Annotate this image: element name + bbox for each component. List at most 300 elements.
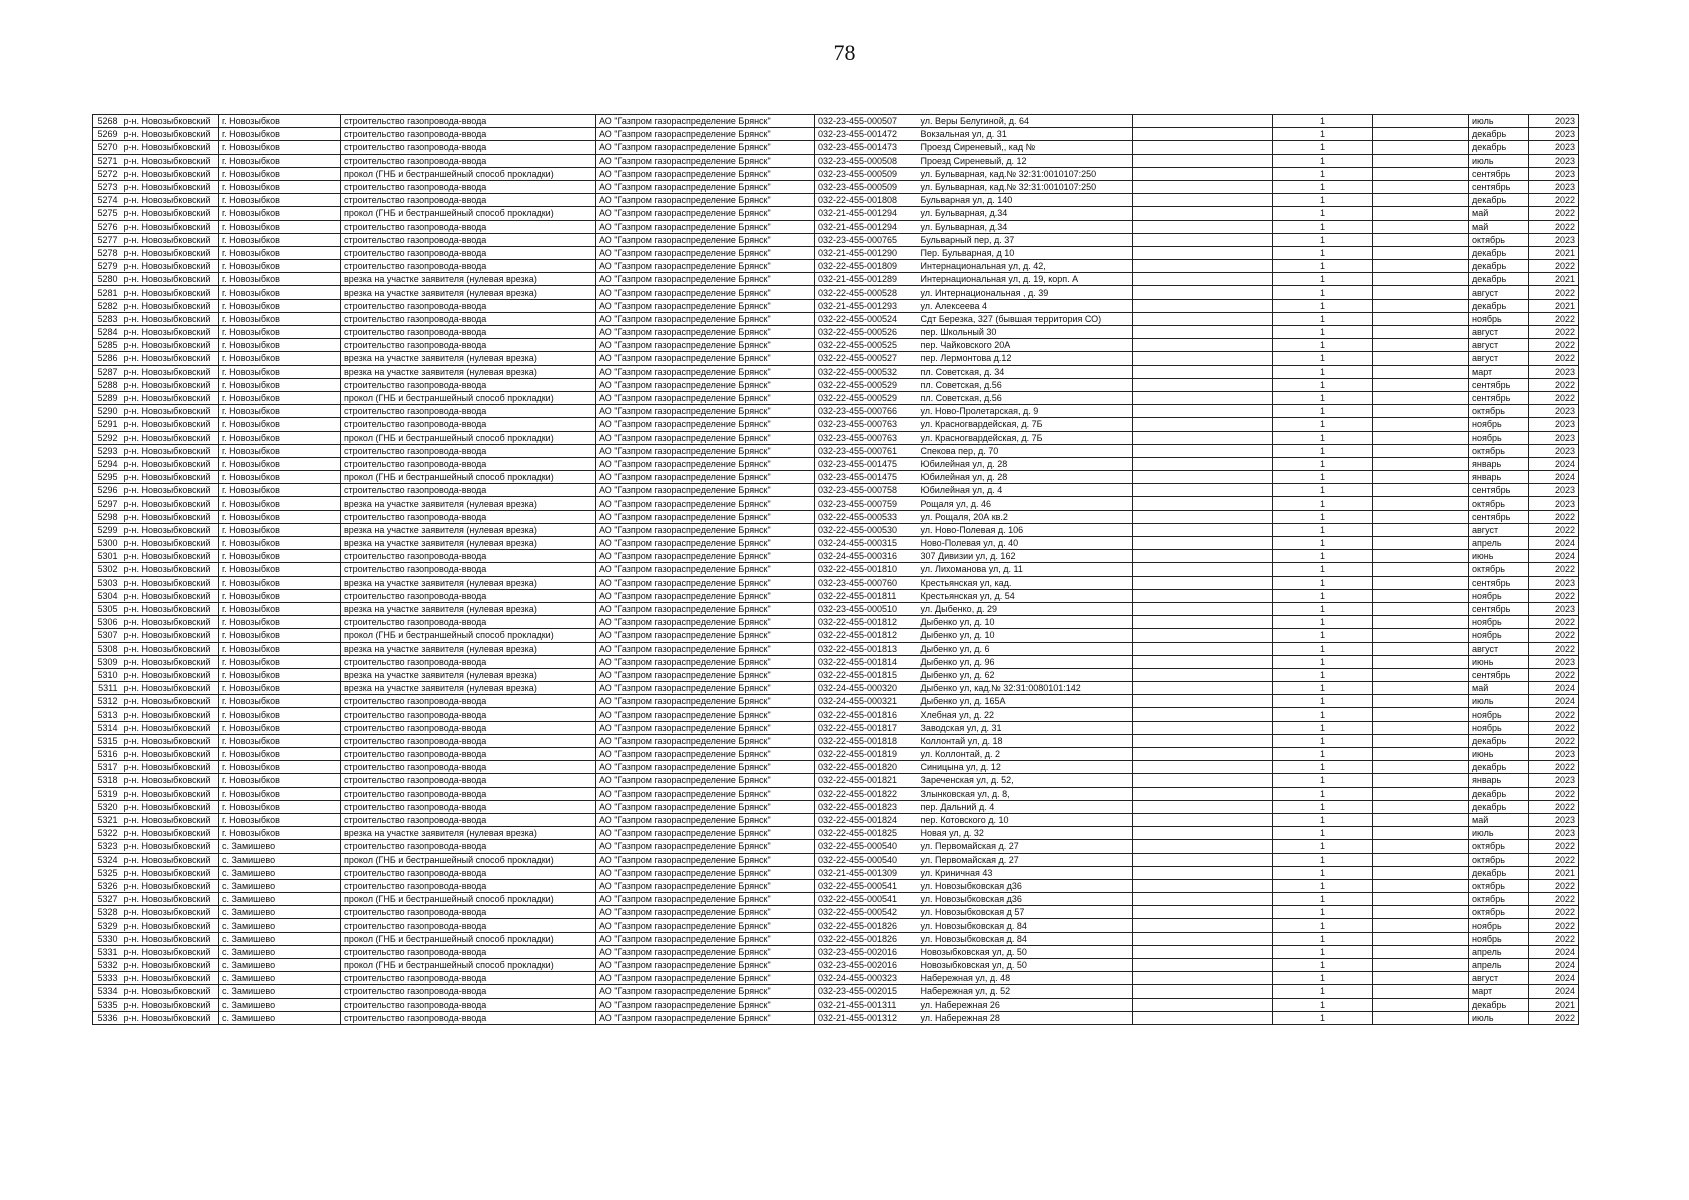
quantity-cell: 1	[1273, 840, 1373, 853]
schedule-row	[1133, 748, 1579, 761]
empty-cell	[1133, 655, 1273, 668]
year-cell: 2022	[1529, 761, 1579, 774]
address-cell: Бульварный пер, д. 37	[918, 233, 1140, 246]
table-row	[93, 471, 1140, 484]
month-cell: август	[1469, 642, 1529, 655]
empty-cell	[1133, 998, 1273, 1011]
month-cell: ноябрь	[1469, 708, 1529, 721]
row-number: 5312	[93, 695, 121, 708]
code-cell: 032-23-455-002016	[815, 959, 918, 972]
schedule-row	[1133, 827, 1579, 840]
empty-cell	[1373, 471, 1469, 484]
quantity-cell: 1	[1273, 682, 1373, 695]
empty-cell	[1373, 761, 1469, 774]
row-number: 5290	[93, 405, 121, 418]
empty-cell	[1373, 655, 1469, 668]
organization-cell: АО "Газпром газораспределение Брянск"	[596, 312, 815, 325]
empty-cell	[1373, 352, 1469, 365]
empty-cell	[1133, 682, 1273, 695]
month-cell: сентябрь	[1469, 391, 1529, 404]
district-cell: р-н. Новозыбковский	[121, 471, 219, 484]
empty-cell	[1373, 879, 1469, 892]
locality-cell: г. Новозыбков	[219, 602, 341, 615]
code-cell: 032-23-455-001475	[815, 457, 918, 470]
code-cell: 032-22-455-001826	[815, 919, 918, 932]
code-cell: 032-22-455-001810	[815, 563, 918, 576]
organization-cell: АО "Газпром газораспределение Брянск"	[596, 339, 815, 352]
work-type-cell: строительство газопровода-ввода	[341, 115, 596, 128]
district-cell: р-н. Новозыбковский	[121, 721, 219, 734]
organization-cell: АО "Газпром газораспределение Брянск"	[596, 167, 815, 180]
month-cell: октябрь	[1469, 879, 1529, 892]
table-row	[93, 906, 1140, 919]
organization-cell: АО "Газпром газораспределение Брянск"	[596, 932, 815, 945]
work-type-cell: строительство газопровода-ввода	[341, 589, 596, 602]
work-type-cell: строительство газопровода-ввода	[341, 550, 596, 563]
work-type-cell: строительство газопровода-ввода	[341, 484, 596, 497]
locality-cell: г. Новозыбков	[219, 813, 341, 826]
month-cell: декабрь	[1469, 273, 1529, 286]
month-cell: март	[1469, 365, 1529, 378]
work-type-cell: строительство газопровода-ввода	[341, 879, 596, 892]
organization-cell: АО "Газпром газораспределение Брянск"	[596, 985, 815, 998]
month-cell: декабрь	[1469, 260, 1529, 273]
year-cell: 2021	[1529, 998, 1579, 1011]
locality-cell: г. Новозыбков	[219, 431, 341, 444]
quantity-cell: 1	[1273, 484, 1373, 497]
schedule-row	[1133, 457, 1579, 470]
locality-cell: г. Новозыбков	[219, 642, 341, 655]
empty-cell	[1133, 391, 1273, 404]
quantity-cell: 1	[1273, 879, 1373, 892]
quantity-cell: 1	[1273, 220, 1373, 233]
address-cell: ул. Бульварная, д.34	[918, 220, 1140, 233]
empty-cell	[1133, 260, 1273, 273]
organization-cell: АО "Газпром газораспределение Брянск"	[596, 708, 815, 721]
schedule-row	[1133, 602, 1579, 615]
code-cell: 032-21-455-001311	[815, 998, 918, 1011]
code-cell: 032-21-455-001312	[815, 1011, 918, 1024]
empty-cell	[1133, 945, 1273, 958]
address-cell: Крестьянская ул, кад.	[918, 576, 1140, 589]
locality-cell: г. Новозыбков	[219, 418, 341, 431]
table-row	[93, 563, 1140, 576]
empty-cell	[1373, 827, 1469, 840]
table-row	[93, 972, 1140, 985]
code-cell: 032-22-455-000533	[815, 510, 918, 523]
row-number: 5326	[93, 879, 121, 892]
schedule-row	[1133, 932, 1579, 945]
district-cell: р-н. Новозыбковский	[121, 959, 219, 972]
year-cell: 2022	[1529, 893, 1579, 906]
locality-cell: г. Новозыбков	[219, 246, 341, 259]
row-number: 5299	[93, 523, 121, 536]
work-type-cell: строительство газопровода-ввода	[341, 260, 596, 273]
quantity-cell: 1	[1273, 959, 1373, 972]
empty-cell	[1133, 893, 1273, 906]
code-cell: 032-22-455-001825	[815, 827, 918, 840]
empty-cell	[1373, 339, 1469, 352]
district-cell: р-н. Новозыбковский	[121, 774, 219, 787]
row-number: 5301	[93, 550, 121, 563]
month-cell: декабрь	[1469, 141, 1529, 154]
empty-cell	[1133, 326, 1273, 339]
locality-cell: г. Новозыбков	[219, 774, 341, 787]
row-number: 5310	[93, 668, 121, 681]
quantity-cell: 1	[1273, 339, 1373, 352]
district-cell: р-н. Новозыбковский	[121, 326, 219, 339]
month-cell: октябрь	[1469, 497, 1529, 510]
address-cell: ул. Ново-Полевая д. 106	[918, 523, 1140, 536]
district-cell: р-н. Новозыбковский	[121, 682, 219, 695]
row-number: 5271	[93, 154, 121, 167]
code-cell: 032-22-455-001809	[815, 260, 918, 273]
year-cell: 2022	[1529, 906, 1579, 919]
empty-cell	[1373, 457, 1469, 470]
district-cell: р-н. Новозыбковский	[121, 919, 219, 932]
district-cell: р-н. Новозыбковский	[121, 141, 219, 154]
district-cell: р-н. Новозыбковский	[121, 286, 219, 299]
district-cell: р-н. Новозыбковский	[121, 365, 219, 378]
table-row	[93, 655, 1140, 668]
quantity-cell: 1	[1273, 748, 1373, 761]
address-cell: пер. Лермонтова д.12	[918, 352, 1140, 365]
address-cell: ул. Набережная 28	[918, 1011, 1140, 1024]
quantity-cell: 1	[1273, 510, 1373, 523]
empty-cell	[1373, 128, 1469, 141]
organization-cell: АО "Газпром газораспределение Брянск"	[596, 220, 815, 233]
month-cell: декабрь	[1469, 998, 1529, 1011]
locality-cell: с. Замишево	[219, 879, 341, 892]
empty-cell	[1133, 273, 1273, 286]
locality-cell: с. Замишево	[219, 853, 341, 866]
address-cell: Дыбенко ул, д. 10	[918, 629, 1140, 642]
work-type-cell: строительство газопровода-ввода	[341, 800, 596, 813]
empty-cell	[1133, 919, 1273, 932]
work-type-cell: строительство газопровода-ввода	[341, 220, 596, 233]
table-row	[93, 286, 1140, 299]
quantity-cell: 1	[1273, 972, 1373, 985]
organization-cell: АО "Газпром газораспределение Брянск"	[596, 141, 815, 154]
month-cell: декабрь	[1469, 866, 1529, 879]
work-type-cell: врезка на участке заявителя (нулевая врезка)	[341, 286, 596, 299]
empty-cell	[1133, 642, 1273, 655]
locality-cell: г. Новозыбков	[219, 286, 341, 299]
table-row	[93, 840, 1140, 853]
year-cell: 2023	[1529, 128, 1579, 141]
organization-cell: АО "Газпром газораспределение Брянск"	[596, 471, 815, 484]
quantity-cell: 1	[1273, 629, 1373, 642]
district-cell: р-н. Новозыбковский	[121, 932, 219, 945]
organization-cell: АО "Газпром газораспределение Брянск"	[596, 233, 815, 246]
year-cell: 2022	[1529, 642, 1579, 655]
table-row	[93, 853, 1140, 866]
quantity-cell: 1	[1273, 128, 1373, 141]
work-type-cell: строительство газопровода-ввода	[341, 695, 596, 708]
year-cell: 2023	[1529, 180, 1579, 193]
empty-cell	[1133, 906, 1273, 919]
locality-cell: г. Новозыбков	[219, 589, 341, 602]
address-cell: Дыбенко ул, д. 10	[918, 616, 1140, 629]
code-cell: 032-23-455-002016	[815, 945, 918, 958]
district-cell: р-н. Новозыбковский	[121, 484, 219, 497]
table-row	[93, 194, 1140, 207]
locality-cell: с. Замишево	[219, 906, 341, 919]
quantity-cell: 1	[1273, 1011, 1373, 1024]
work-type-cell: прокол (ГНБ и бестраншейный способ прокладки)	[341, 471, 596, 484]
address-cell: Проезд Сиреневый, д. 12	[918, 154, 1140, 167]
empty-cell	[1373, 774, 1469, 787]
code-cell: 032-21-455-001294	[815, 220, 918, 233]
district-cell: р-н. Новозыбковский	[121, 246, 219, 259]
district-cell: р-н. Новозыбковский	[121, 616, 219, 629]
schedule-row	[1133, 695, 1579, 708]
empty-cell	[1373, 576, 1469, 589]
quantity-cell: 1	[1273, 945, 1373, 958]
locality-cell: г. Новозыбков	[219, 141, 341, 154]
year-cell: 2022	[1529, 194, 1579, 207]
schedule-row	[1133, 260, 1579, 273]
work-type-cell: врезка на участке заявителя (нулевая врезка)	[341, 537, 596, 550]
year-cell: 2024	[1529, 959, 1579, 972]
empty-cell	[1373, 444, 1469, 457]
district-cell: р-н. Новозыбковский	[121, 233, 219, 246]
empty-cell	[1373, 207, 1469, 220]
quantity-cell: 1	[1273, 563, 1373, 576]
year-cell: 2023	[1529, 141, 1579, 154]
empty-cell	[1373, 286, 1469, 299]
row-number: 5280	[93, 273, 121, 286]
organization-cell: АО "Газпром газораспределение Брянск"	[596, 827, 815, 840]
district-cell: р-н. Новозыбковский	[121, 550, 219, 563]
year-cell: 2022	[1529, 589, 1579, 602]
quantity-cell: 1	[1273, 457, 1373, 470]
year-cell: 2023	[1529, 405, 1579, 418]
organization-cell: АО "Газпром газораспределение Брянск"	[596, 972, 815, 985]
work-type-cell: строительство газопровода-ввода	[341, 194, 596, 207]
schedule-row	[1133, 708, 1579, 721]
row-number: 5309	[93, 655, 121, 668]
empty-cell	[1133, 299, 1273, 312]
work-type-cell: строительство газопровода-ввода	[341, 813, 596, 826]
schedule-row	[1133, 550, 1579, 563]
quantity-cell: 1	[1273, 378, 1373, 391]
month-cell: сентябрь	[1469, 602, 1529, 615]
schedule-row	[1133, 312, 1579, 325]
organization-cell: АО "Газпром газораспределение Брянск"	[596, 246, 815, 259]
schedule-row	[1133, 326, 1579, 339]
locality-cell: г. Новозыбков	[219, 312, 341, 325]
address-cell: Зареченская ул, д. 52,	[918, 774, 1140, 787]
organization-cell: АО "Газпром газораспределение Брянск"	[596, 721, 815, 734]
work-type-cell: строительство газопровода-ввода	[341, 141, 596, 154]
table-row	[93, 141, 1140, 154]
row-number: 5327	[93, 893, 121, 906]
empty-cell	[1133, 352, 1273, 365]
empty-cell	[1133, 629, 1273, 642]
month-cell: декабрь	[1469, 734, 1529, 747]
address-cell: ул. Новозыбковская д. 84	[918, 919, 1140, 932]
district-cell: р-н. Новозыбковский	[121, 602, 219, 615]
work-type-cell: прокол (ГНБ и бестраншейный способ прокладки)	[341, 932, 596, 945]
district-cell: р-н. Новозыбковский	[121, 167, 219, 180]
address-cell: ул. Интернациональная , д. 39	[918, 286, 1140, 299]
empty-cell	[1133, 128, 1273, 141]
empty-cell	[1373, 800, 1469, 813]
code-cell: 032-22-455-000526	[815, 326, 918, 339]
row-number: 5293	[93, 444, 121, 457]
district-cell: р-н. Новозыбковский	[121, 207, 219, 220]
locality-cell: г. Новозыбков	[219, 708, 341, 721]
address-cell: Вокзальная ул, д. 31	[918, 128, 1140, 141]
year-cell: 2023	[1529, 233, 1579, 246]
year-cell: 2024	[1529, 945, 1579, 958]
code-cell: 032-22-455-001820	[815, 761, 918, 774]
table-row	[93, 800, 1140, 813]
row-number: 5282	[93, 299, 121, 312]
code-cell: 032-24-455-000315	[815, 537, 918, 550]
code-cell: 032-22-455-001823	[815, 800, 918, 813]
month-cell: ноябрь	[1469, 932, 1529, 945]
code-cell: 032-22-455-000527	[815, 352, 918, 365]
address-cell: пл. Советская, д.56	[918, 378, 1140, 391]
locality-cell: г. Новозыбков	[219, 576, 341, 589]
organization-cell: АО "Газпром газораспределение Брянск"	[596, 180, 815, 193]
locality-cell: г. Новозыбков	[219, 523, 341, 536]
address-cell: ул. Новозыбковская д. 84	[918, 932, 1140, 945]
empty-cell	[1133, 378, 1273, 391]
locality-cell: г. Новозыбков	[219, 827, 341, 840]
organization-cell: АО "Газпром газораспределение Брянск"	[596, 761, 815, 774]
empty-cell	[1133, 194, 1273, 207]
empty-cell	[1133, 813, 1273, 826]
empty-cell	[1133, 589, 1273, 602]
schedule-row	[1133, 774, 1579, 787]
table-row	[93, 378, 1140, 391]
schedule-row	[1133, 866, 1579, 879]
empty-cell	[1373, 906, 1469, 919]
address-cell: ул. Новозыбковская д 57	[918, 906, 1140, 919]
month-cell: ноябрь	[1469, 616, 1529, 629]
empty-cell	[1133, 444, 1273, 457]
table-row	[93, 180, 1140, 193]
month-cell: сентябрь	[1469, 167, 1529, 180]
work-type-cell: строительство газопровода-ввода	[341, 919, 596, 932]
empty-cell	[1373, 748, 1469, 761]
row-number: 5332	[93, 959, 121, 972]
empty-cell	[1373, 985, 1469, 998]
address-cell: Проезд Сиреневый,, кад №	[918, 141, 1140, 154]
address-cell: Набережная ул, д. 48	[918, 972, 1140, 985]
empty-cell	[1373, 154, 1469, 167]
empty-cell	[1373, 708, 1469, 721]
table-row	[93, 589, 1140, 602]
quantity-cell: 1	[1273, 180, 1373, 193]
district-cell: р-н. Новозыбковский	[121, 827, 219, 840]
month-cell: сентябрь	[1469, 668, 1529, 681]
address-cell: Дыбенко ул, д. 6	[918, 642, 1140, 655]
row-number: 5294	[93, 457, 121, 470]
work-type-cell: строительство газопровода-ввода	[341, 457, 596, 470]
table-row	[93, 787, 1140, 800]
district-cell: р-н. Новозыбковский	[121, 695, 219, 708]
month-cell: январь	[1469, 471, 1529, 484]
quantity-cell: 1	[1273, 154, 1373, 167]
code-cell: 032-22-455-001811	[815, 589, 918, 602]
empty-cell	[1133, 748, 1273, 761]
organization-cell: АО "Газпром газораспределение Брянск"	[596, 207, 815, 220]
table-row	[93, 246, 1140, 259]
month-cell: октябрь	[1469, 444, 1529, 457]
district-cell: р-н. Новозыбковский	[121, 312, 219, 325]
table-row	[93, 642, 1140, 655]
locality-cell: г. Новозыбков	[219, 260, 341, 273]
code-cell: 032-22-455-000524	[815, 312, 918, 325]
address-cell: пл. Советская, д. 34	[918, 365, 1140, 378]
schedule-row	[1133, 668, 1579, 681]
table-row	[93, 233, 1140, 246]
quantity-cell: 1	[1273, 233, 1373, 246]
work-type-cell: строительство газопровода-ввода	[341, 510, 596, 523]
work-type-cell: врезка на участке заявителя (нулевая врезка)	[341, 602, 596, 615]
address-cell: пер. Котовского д. 10	[918, 813, 1140, 826]
organization-cell: АО "Газпром газораспределение Брянск"	[596, 800, 815, 813]
row-number: 5284	[93, 326, 121, 339]
organization-cell: АО "Газпром газораспределение Брянск"	[596, 734, 815, 747]
month-cell: сентябрь	[1469, 510, 1529, 523]
year-cell: 2022	[1529, 326, 1579, 339]
row-number: 5291	[93, 418, 121, 431]
work-type-cell: прокол (ГНБ и бестраншейный способ прокладки)	[341, 167, 596, 180]
row-number: 5323	[93, 840, 121, 853]
district-cell: р-н. Новозыбковский	[121, 734, 219, 747]
work-type-cell: строительство газопровода-ввода	[341, 563, 596, 576]
address-cell: ул. Красногвардейская, д. 7Б	[918, 431, 1140, 444]
empty-cell	[1373, 734, 1469, 747]
work-type-cell: врезка на участке заявителя (нулевая врезка)	[341, 365, 596, 378]
work-type-cell: прокол (ГНБ и бестраншейный способ прокладки)	[341, 207, 596, 220]
address-cell: Заводская ул, д. 31	[918, 721, 1140, 734]
table-row	[93, 879, 1140, 892]
schedule-row	[1133, 734, 1579, 747]
code-cell: 032-22-455-001813	[815, 642, 918, 655]
organization-cell: АО "Газпром газораспределение Брянск"	[596, 378, 815, 391]
empty-cell	[1373, 537, 1469, 550]
table-row	[93, 273, 1140, 286]
organization-cell: АО "Газпром газораспределение Брянск"	[596, 128, 815, 141]
month-cell: май	[1469, 682, 1529, 695]
address-cell: Интернациональная ул, д. 19, корп. А	[918, 273, 1140, 286]
row-number: 5272	[93, 167, 121, 180]
table-row	[93, 418, 1140, 431]
year-cell: 2022	[1529, 668, 1579, 681]
empty-cell	[1133, 602, 1273, 615]
empty-cell	[1373, 589, 1469, 602]
district-cell: р-н. Новозыбковский	[121, 589, 219, 602]
district-cell: р-н. Новозыбковский	[121, 128, 219, 141]
organization-cell: АО "Газпром газораспределение Брянск"	[596, 444, 815, 457]
district-cell: р-н. Новозыбковский	[121, 405, 219, 418]
work-type-cell: строительство газопровода-ввода	[341, 840, 596, 853]
row-number: 5270	[93, 141, 121, 154]
row-number: 5295	[93, 471, 121, 484]
schedule-row	[1133, 589, 1579, 602]
quantity-cell: 1	[1273, 444, 1373, 457]
empty-cell	[1133, 972, 1273, 985]
empty-cell	[1373, 893, 1469, 906]
empty-cell	[1133, 246, 1273, 259]
locality-cell: г. Новозыбков	[219, 734, 341, 747]
